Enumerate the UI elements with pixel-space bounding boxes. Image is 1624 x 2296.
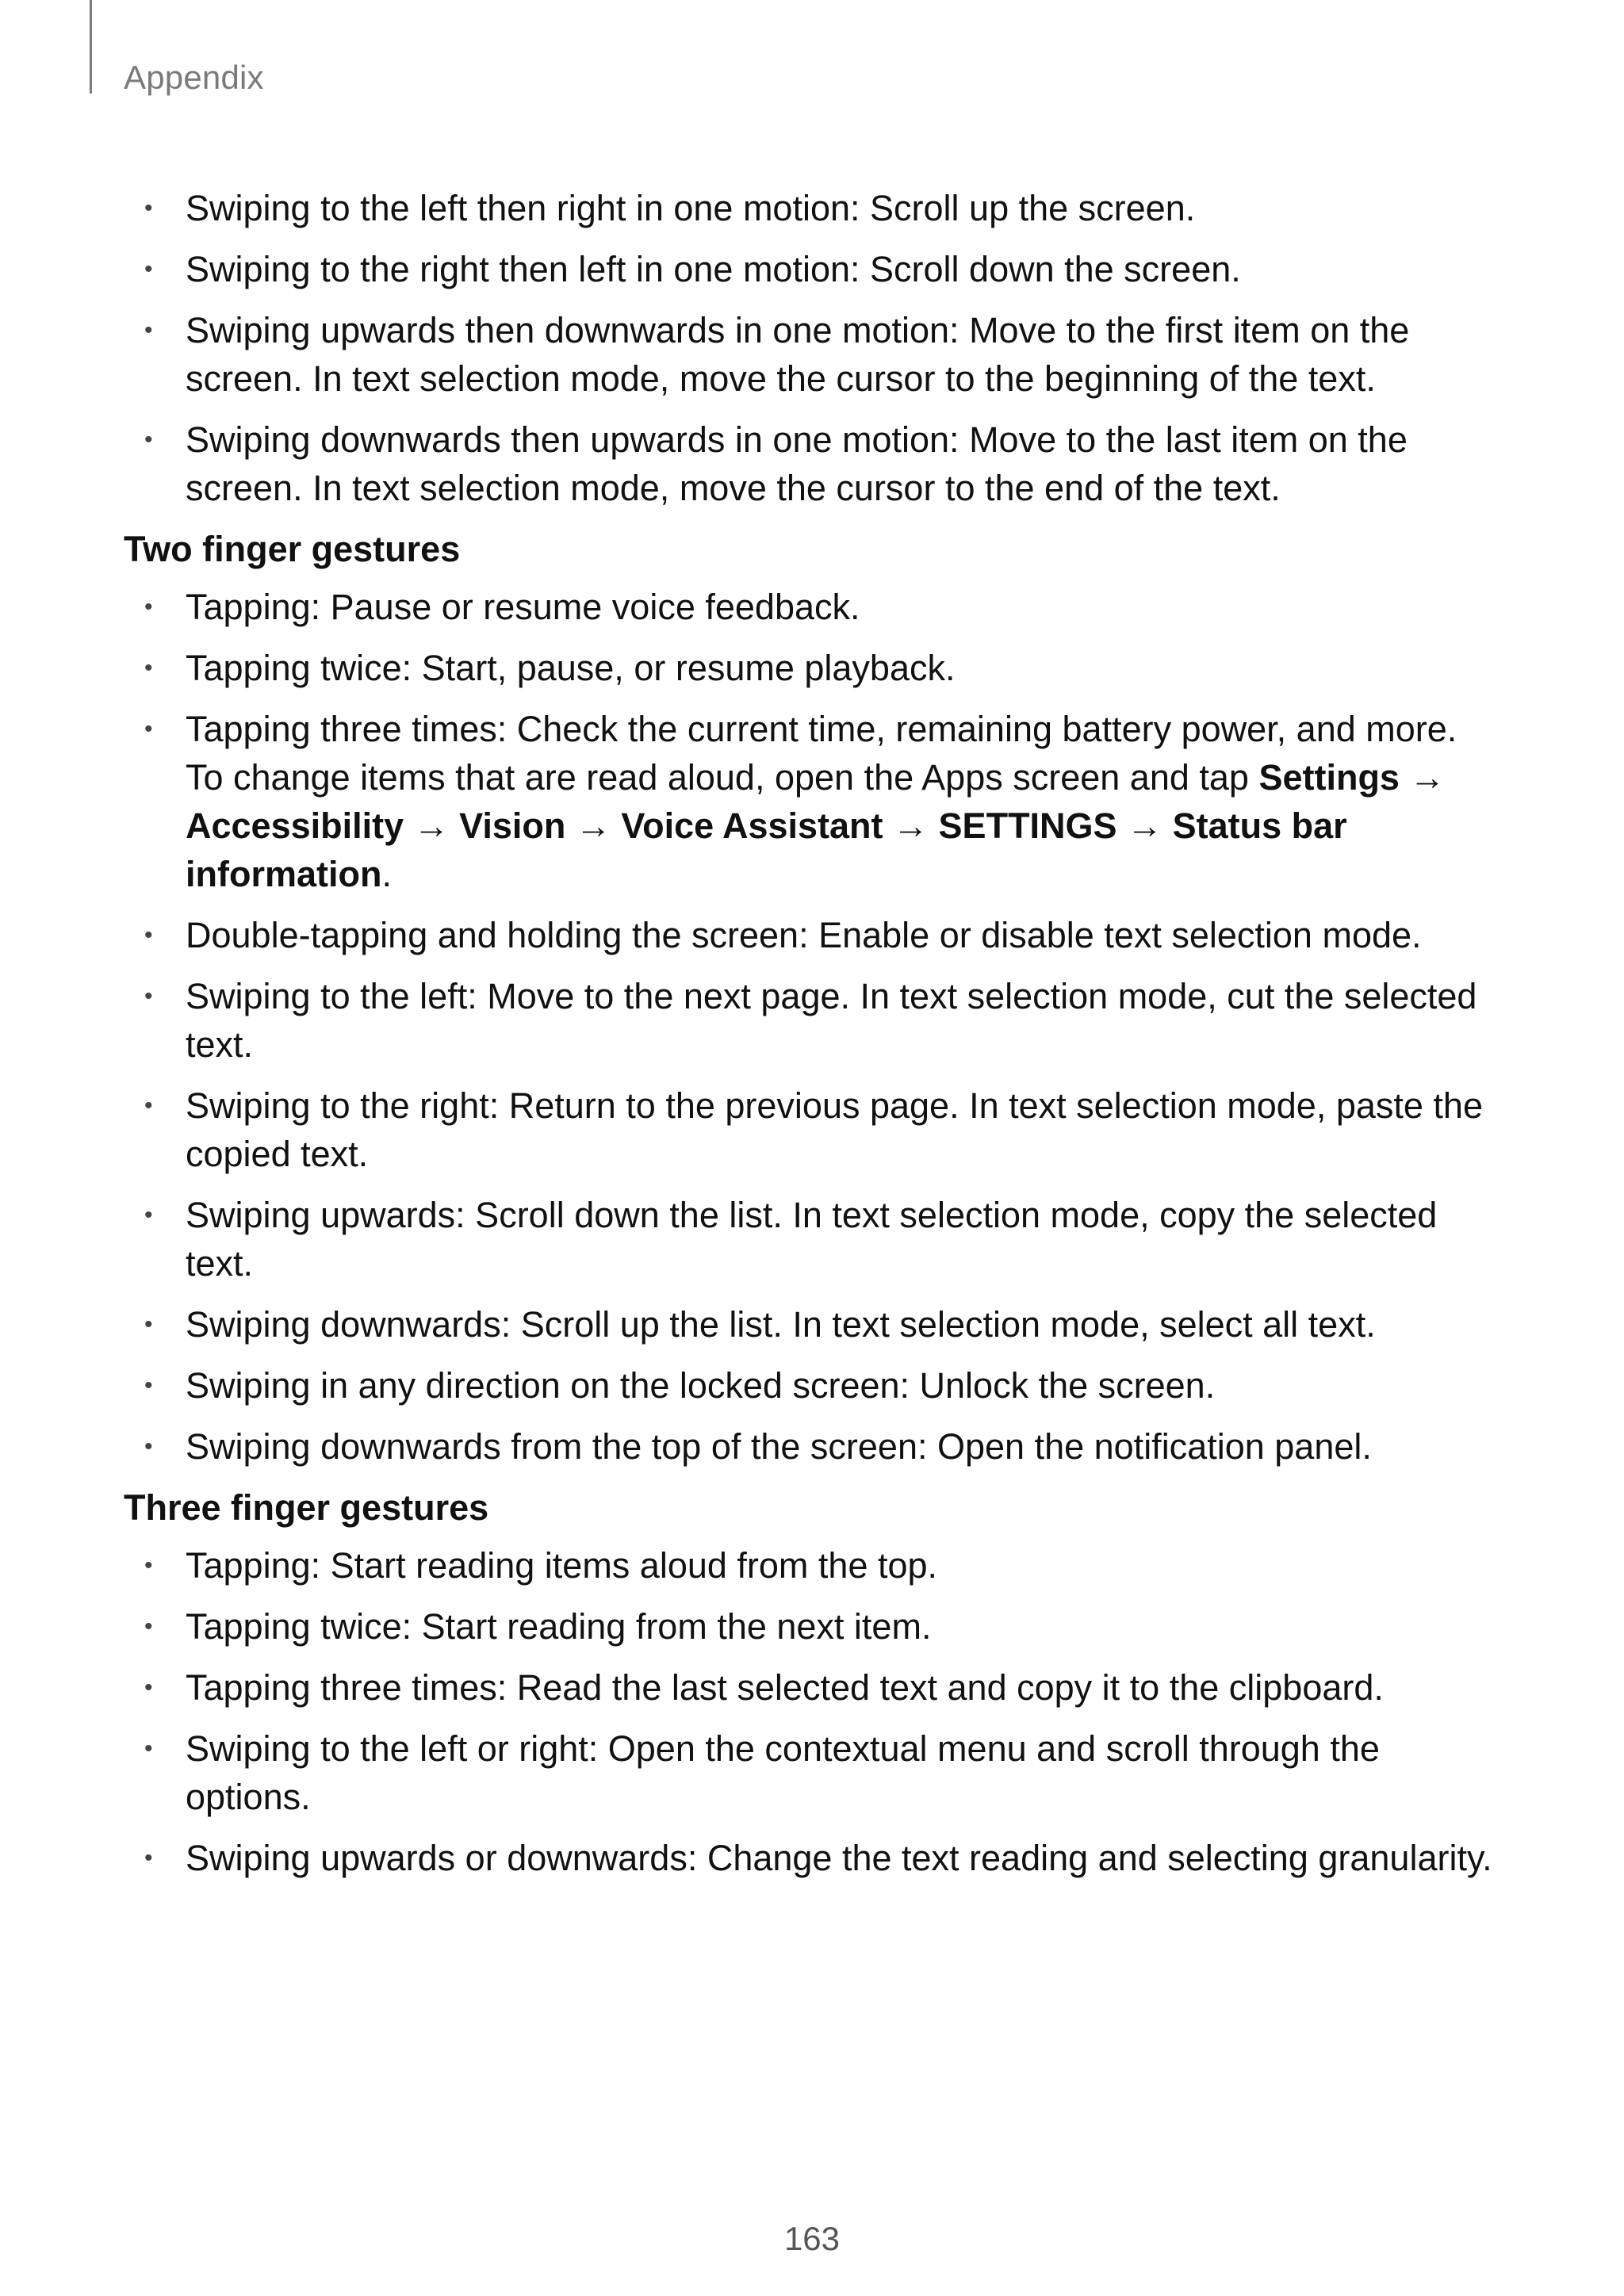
list-item-text: .: [381, 854, 392, 894]
list-item: • Swiping in any direction on the locked screen: Unlock the screen.: [124, 1361, 1503, 1410]
list-item: • Tapping three times: Read the last selected text and copy it to the clipboard.: [124, 1663, 1503, 1712]
two-finger-list: [124, 583, 1503, 1471]
arrow-separator: →: [883, 806, 939, 846]
list-item: • Tapping twice: Start, pause, or resume playback.: [124, 644, 1503, 692]
list-item: • Swiping downwards: Scroll up the list. In text selection mode, select all text.: [124, 1300, 1503, 1349]
header-rule: [90, 0, 92, 94]
list-item: • Swiping upwards then downwards in one motion: Move to the first item on the screen. In text selection mode, move the cursor to the beginning of the text.: [124, 306, 1503, 403]
arrow-separator: →: [404, 806, 460, 846]
arrow-separator: →: [1399, 757, 1446, 798]
menu-path-step: Voice Assistant: [621, 806, 883, 846]
list-item: • Tapping: Pause or resume voice feedback.: [124, 583, 1503, 631]
one-finger-list: [124, 184, 1503, 512]
menu-path-step: Settings: [1258, 757, 1400, 798]
list-item: • Swiping downwards from the top of the screen: Open the notification panel.: [124, 1422, 1503, 1471]
menu-path-step: Accessibility: [186, 806, 404, 846]
section-header: Appendix: [124, 59, 264, 96]
list-item: • Swiping to the right then left in one motion: Scroll down the screen.: [124, 245, 1503, 293]
menu-path-step: SETTINGS: [938, 806, 1117, 846]
three-finger-heading: Three finger gestures: [124, 1487, 489, 1528]
two-finger-heading: Two finger gestures: [124, 529, 461, 569]
list-item: • Swiping to the left: Move to the next page. In text selection mode, cut the selected text.: [124, 972, 1503, 1069]
list-item: • Tapping twice: Start reading from the next item.: [124, 1602, 1503, 1651]
list-item: • Double-tapping and holding the screen: Enable or disable text selection mode.: [124, 911, 1503, 959]
three-finger-list: [124, 1541, 1503, 1882]
page-content: [124, 184, 1503, 1895]
list-item: • Swiping upwards: Scroll down the list. In text selection mode, copy the selected text.: [124, 1191, 1503, 1288]
list-item: • Swiping to the right: Return to the previous page. In text selection mode, paste the copied text.: [124, 1081, 1503, 1178]
list-item-text: Tapping three times: Check the current time, remaining battery power, and more.: [186, 709, 1457, 749]
list-item: • Tapping: Start reading items aloud from the top.: [124, 1541, 1503, 1590]
list-item: • Swiping to the left then right in one motion: Scroll up the screen.: [124, 184, 1503, 232]
menu-path-step: Status bar information: [186, 806, 1347, 894]
list-item-three-times: [124, 705, 1503, 898]
arrow-separator: →: [565, 806, 622, 846]
list-item-text: To change items that are read aloud, open the Apps screen and tap: [186, 757, 1259, 798]
list-item: • Swiping downwards then upwards in one motion: Move to the last item on the screen. In text selection mode, move the cursor to the end of the text.: [124, 415, 1503, 512]
menu-path-step: Vision: [459, 806, 566, 846]
list-item: • Swiping upwards or downwards: Change the text reading and selecting granularity.: [124, 1834, 1503, 1882]
list-item: • Swiping to the left or right: Open the contextual menu and scroll through the options.: [124, 1724, 1503, 1821]
arrow-separator: →: [1116, 806, 1173, 846]
page-number: 163: [783, 2220, 841, 2257]
